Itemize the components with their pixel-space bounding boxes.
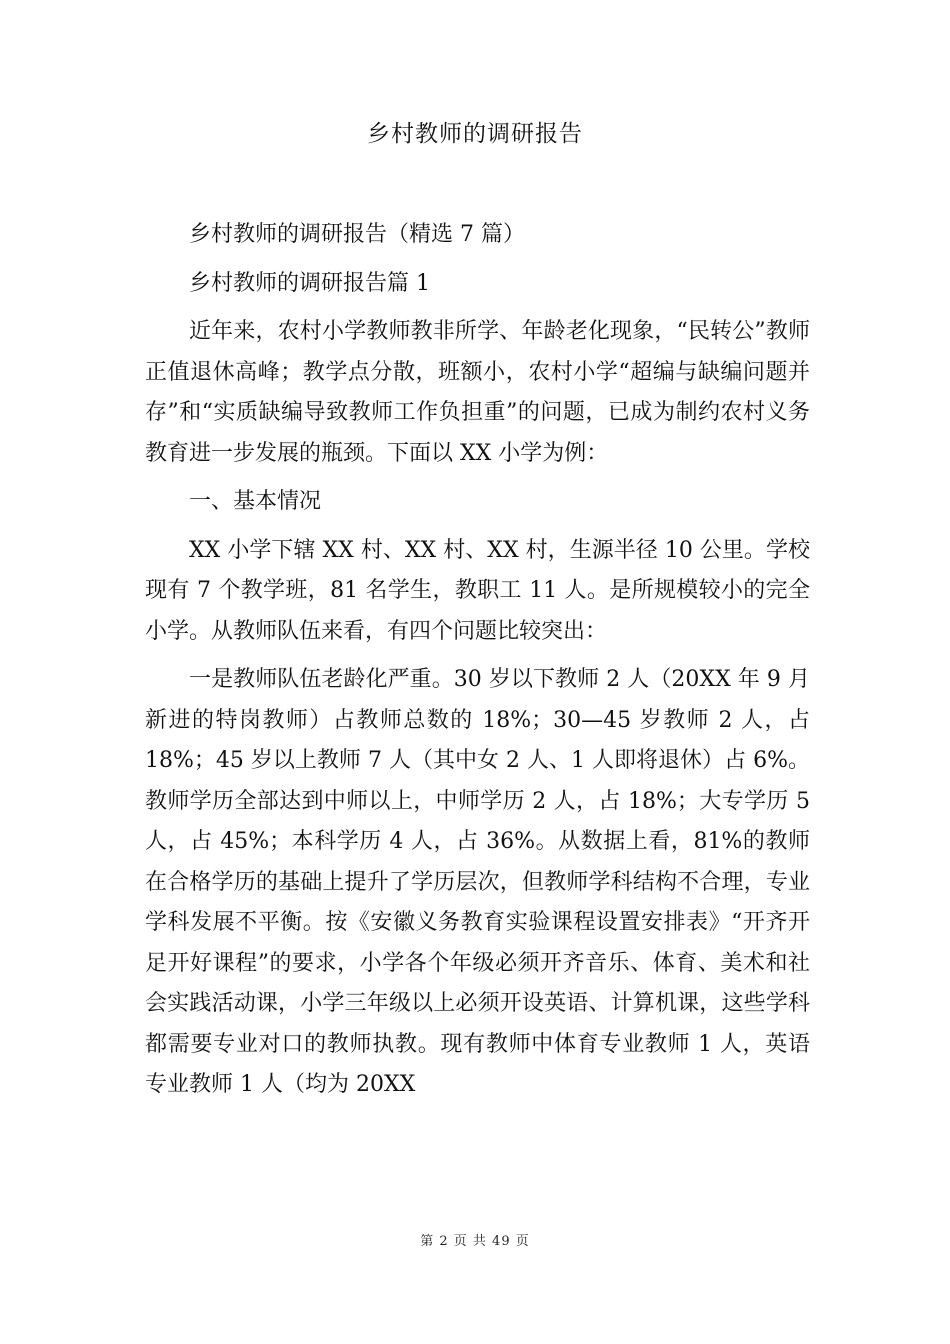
- paragraph-basic-heading: 一、基本情况: [189, 489, 322, 514]
- paragraph-section-heading: 乡村教师的调研报告篇 1: [189, 270, 430, 296]
- paragraph-intro: 近年来，农村小学教师教非所学、年龄老化现象，“民转公”教师正值退休高峰；教学点分散，班额小，农村小学“超编与缺编问题并存”和“实质缺编导致教师工作负担重”的问题，已成为制约农村义务教育进一步发展的瓶颈。下面以 XX 小学为例：: [145, 319, 810, 466]
- document-title: 乡村教师的调研报告: [367, 121, 583, 147]
- page-number-footer: 第 2 页 共 49 页: [420, 1234, 530, 1249]
- paragraph-subtitle: 乡村教师的调研报告（精选 7 篇）: [189, 222, 525, 247]
- document-body: [145, 215, 810, 1114]
- paragraph-issue-one: 一是教师队伍老龄化严重。30 岁以下教师 2 人（20XX 年 9 月新进的特岗教师）占教师总数的 18%；30—45 岁教师 2 人，占 18%；45 岁以上教师 7 人（其中女 2 人、1 人即将退休）占 6%。教师学历全部达到中师以上，中师学历 2 人，占 18%；大专学历 5 人，占 45%；本科学历 4 人，占 36%。从数据上看，81%的教师在合格学历的基础上提升了学历层次，但教师学科结构不合理，专业学科发展不平衡。按《安徽义务教育实验课程设置安排表》“开齐开足开好课程”的要求，小学各个年级必须开齐音乐、体育、美术和社会实践活动课，小学三年级以上必须开设英语、计算机课，这些学科都需要专业对口的教师执教。现有教师中体育专业教师 1 人，英语专业教师 1 人（均为 20XX: [145, 667, 810, 1097]
- paragraph-basic-info: XX 小学下辖 XX 村、XX 村、XX 村，生源半径 10 公里。学校现有 7 个教学班，81 名学生，教职工 11 人。是所规模较小的完全小学。从教师队伍来看，有四个问题比较突出：: [145, 537, 810, 644]
